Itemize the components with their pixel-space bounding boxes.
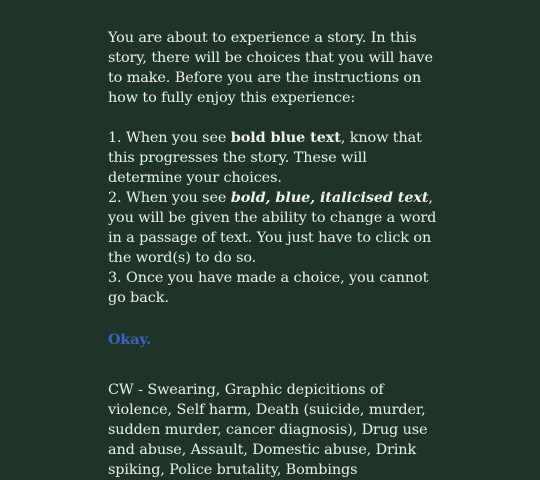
- rule-3: 3. Once you have made a choice, you cannot go back.: [108, 270, 429, 306]
- story-passage: [108, 28, 438, 480]
- rule-2-suffix: , you will be given the ability to change a word in a passage of text. You just have to click on the word(s) to do so.: [108, 190, 437, 266]
- content-warning: CW - Swearing, Graphic depicitions of violence, Self harm, Death (suicide, murder, sudden murder, cancer diagnosis), Drug use and abuse, Assault, Domestic abuse, Drink spiking, Police brutality, Bombings: [108, 382, 428, 478]
- rule-2-prefix: 2. When you see: [108, 190, 231, 206]
- intro-paragraph: You are about to experience a story. In this story, there will be choices that you will have to make. Before you are the instructions on how to fully enjoy this experience:: [108, 30, 433, 106]
- rule-1-bold-text: bold blue text: [230, 129, 341, 146]
- choice-container: [108, 330, 438, 350]
- okay-link[interactable]: Okay.: [108, 331, 152, 348]
- instructions-list: [108, 128, 438, 308]
- rule-1-suffix: , know that this progresses the story. These will determine your choices.: [108, 130, 422, 186]
- rule-2-bold-italic-text: bold, blue, italicised text: [230, 189, 429, 206]
- rule-1-prefix: 1. When you see: [108, 130, 231, 146]
